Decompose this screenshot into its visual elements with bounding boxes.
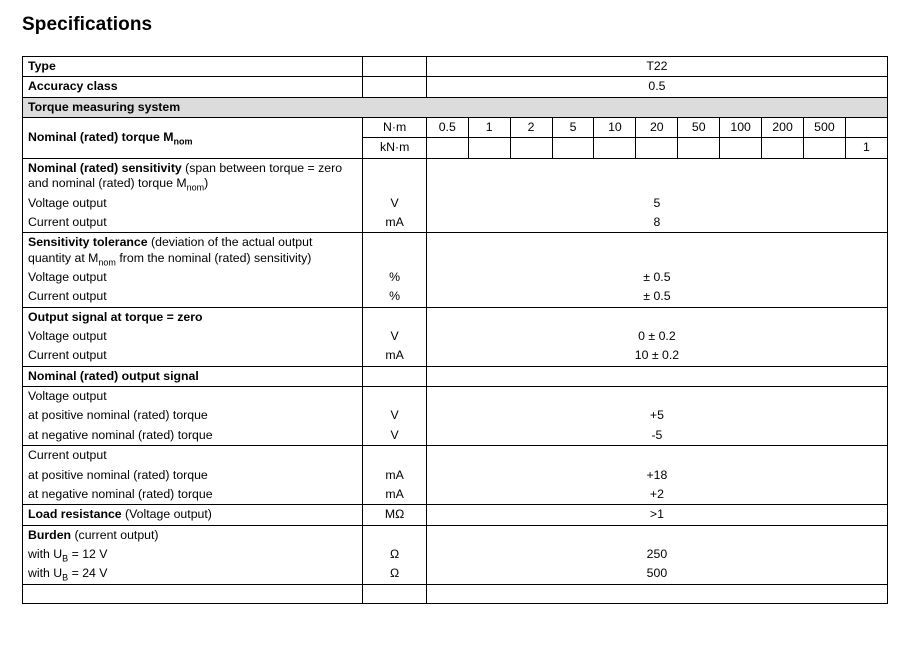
torque-value-cell: 500 <box>803 118 845 138</box>
row-unit-empty <box>363 366 426 386</box>
row-unit-v: V <box>363 327 426 346</box>
table-section-header <box>23 97 888 117</box>
row-label-text: (Voltage output) <box>121 507 212 522</box>
row-value-type: T22 <box>426 57 887 77</box>
row-label-voltage-output: Voltage output <box>23 268 363 287</box>
specifications-table-wrapper <box>22 56 888 604</box>
row-unit-empty <box>363 307 426 327</box>
row-unit-ma: mA <box>363 466 426 485</box>
row-value-empty <box>426 366 887 386</box>
row-unit-percent: % <box>363 268 426 287</box>
clipped-cell <box>363 584 426 603</box>
row-unit-mohm: MΩ <box>363 505 426 525</box>
row-label-text: (current output) <box>71 527 159 542</box>
torque-value-cell: 20 <box>636 118 678 138</box>
row-value-positive-current: +18 <box>426 466 887 485</box>
table-row <box>23 327 888 346</box>
row-label-nominal-rated-sensitivity <box>23 158 363 193</box>
row-label-text: (span between torque = zero and nominal (rated) torque M <box>28 160 343 191</box>
row-value-negative-voltage: -5 <box>426 426 887 446</box>
knm-value-cell <box>636 138 678 158</box>
row-value-voltage-sensitivity: 5 <box>426 194 887 213</box>
row-label-bold-text: Load resistance <box>28 507 122 522</box>
knm-value-cell: 1 <box>845 138 887 158</box>
row-label-bold-text: Nominal (rated) sensitivity <box>28 160 182 175</box>
row-value-burden-24v: 500 <box>426 564 887 584</box>
table-row <box>23 57 888 77</box>
row-unit-ohm: Ω <box>363 564 426 584</box>
table-row <box>23 406 888 425</box>
row-unit-ma: mA <box>363 213 426 233</box>
document-page <box>0 14 902 646</box>
row-label-tail: ) <box>204 176 209 191</box>
row-value-empty <box>426 158 887 193</box>
row-value-positive-voltage: +5 <box>426 406 887 425</box>
row-unit-v: V <box>363 194 426 213</box>
clipped-cell <box>426 584 887 603</box>
row-label-burden-24v <box>23 564 363 584</box>
table-row <box>23 466 888 485</box>
row-value-empty <box>426 446 887 466</box>
table-row-clipped <box>23 584 888 603</box>
row-label-current-output: Current output <box>23 446 363 466</box>
torque-value-cell: 100 <box>720 118 762 138</box>
row-value-load-resistance: >1 <box>426 505 887 525</box>
table-row <box>23 233 888 268</box>
row-label-text: (deviation of the actual output quantity at M <box>28 235 313 265</box>
table-row <box>23 387 888 407</box>
table-row <box>23 366 888 386</box>
row-label-text: with U <box>28 546 63 561</box>
table-row <box>23 118 888 138</box>
table-row <box>23 194 888 213</box>
knm-value-cell <box>803 138 845 158</box>
row-value-negative-current: +2 <box>426 485 887 505</box>
row-label-current-output: Current output <box>23 346 363 366</box>
row-label-text: with U <box>28 566 63 581</box>
row-unit-percent: % <box>363 287 426 307</box>
row-value-voltage-tolerance: ± 0.5 <box>426 268 887 287</box>
row-value-voltage-zero: 0 ± 0.2 <box>426 327 887 346</box>
row-value-current-sensitivity: 8 <box>426 213 887 233</box>
table-row <box>23 346 888 366</box>
table-row <box>23 545 888 564</box>
row-label-subscript: nom <box>186 182 205 193</box>
row-label-at-positive-nominal-torque: at positive nominal (rated) torque <box>23 466 363 485</box>
knm-value-cell <box>762 138 804 158</box>
row-label-bold-text: Burden <box>28 527 72 542</box>
row-unit-nm: N·m <box>363 118 426 138</box>
torque-value-cell <box>845 118 887 138</box>
row-label-subscript: B <box>62 553 69 564</box>
table-row <box>23 77 888 97</box>
row-unit-empty <box>363 525 426 545</box>
row-label-tail: = 12 V <box>68 546 108 561</box>
knm-value-cell <box>594 138 636 158</box>
table-row <box>23 268 888 287</box>
row-label-voltage-output: Voltage output <box>23 194 363 213</box>
row-value-current-zero: 10 ± 0.2 <box>426 346 887 366</box>
row-label-voltage-output: Voltage output <box>23 387 363 407</box>
table-row <box>23 158 888 193</box>
specifications-table <box>22 56 888 604</box>
row-unit-empty <box>363 387 426 407</box>
row-label-subscript: B <box>62 572 69 583</box>
torque-value-cell: 0.5 <box>426 118 468 138</box>
row-value-burden-12v: 250 <box>426 545 887 564</box>
row-value-current-tolerance: ± 0.5 <box>426 287 887 307</box>
row-label-subscript: nom <box>173 136 193 147</box>
row-value-empty <box>426 307 887 327</box>
knm-value-cell <box>468 138 510 158</box>
torque-value-cell: 50 <box>678 118 720 138</box>
row-unit-ohm: Ω <box>363 545 426 564</box>
row-unit-type <box>363 57 426 77</box>
table-row <box>23 287 888 307</box>
row-label-current-output: Current output <box>23 287 363 307</box>
table-row <box>23 485 888 505</box>
table-row <box>23 446 888 466</box>
row-label-at-negative-nominal-torque: at negative nominal (rated) torque <box>23 426 363 446</box>
row-unit-empty <box>363 158 426 193</box>
row-label-text: Nominal (rated) torque M <box>28 130 174 145</box>
row-label-bold-text: Sensitivity tolerance <box>28 235 148 250</box>
torque-value-cell: 10 <box>594 118 636 138</box>
torque-value-cell: 2 <box>510 118 552 138</box>
torque-value-cell: 5 <box>552 118 594 138</box>
row-unit-empty <box>363 233 426 268</box>
row-label-at-negative-nominal-torque: at negative nominal (rated) torque <box>23 485 363 505</box>
row-label-burden-12v <box>23 545 363 564</box>
knm-value-cell <box>510 138 552 158</box>
table-row <box>23 307 888 327</box>
row-value-accuracy-class: 0.5 <box>426 77 887 97</box>
row-label-voltage-output: Voltage output <box>23 327 363 346</box>
row-label-burden <box>23 525 363 545</box>
row-label-sensitivity-tolerance <box>23 233 363 268</box>
knm-value-cell <box>720 138 762 158</box>
row-unit-knm: kN·m <box>363 138 426 158</box>
table-row <box>23 525 888 545</box>
table-row <box>23 505 888 525</box>
knm-value-cell <box>552 138 594 158</box>
row-unit-accuracy-class <box>363 77 426 97</box>
table-row <box>23 564 888 584</box>
row-label-load-resistance <box>23 505 363 525</box>
section-label-torque-measuring-system: Torque measuring system <box>23 97 888 117</box>
row-unit-v: V <box>363 426 426 446</box>
row-label-current-output: Current output <box>23 213 363 233</box>
clipped-cell <box>23 584 363 603</box>
row-label-tail: from the nominal (rated) sensitivity) <box>115 250 312 265</box>
knm-value-cell <box>426 138 468 158</box>
row-label-nominal-rated-torque <box>23 118 363 159</box>
page-title: Specifications <box>22 14 153 35</box>
row-unit-empty <box>363 446 426 466</box>
row-label-at-positive-nominal-torque: at positive nominal (rated) torque <box>23 406 363 425</box>
row-label-output-signal-at-zero: Output signal at torque = zero <box>23 307 363 327</box>
row-value-empty <box>426 387 887 407</box>
row-label-tail: = 24 V <box>68 566 108 581</box>
table-row <box>23 426 888 446</box>
row-unit-v: V <box>363 406 426 425</box>
knm-value-cell <box>678 138 720 158</box>
row-label-subscript: nom <box>98 257 116 268</box>
row-label-type: Type <box>23 57 363 77</box>
row-label-accuracy-class: Accuracy class <box>23 77 363 97</box>
row-label-nominal-rated-output-signal: Nominal (rated) output signal <box>23 366 363 386</box>
torque-value-cell: 200 <box>762 118 804 138</box>
row-unit-ma: mA <box>363 485 426 505</box>
row-value-empty <box>426 233 887 268</box>
row-unit-ma: mA <box>363 346 426 366</box>
table-row <box>23 213 888 233</box>
torque-value-cell: 1 <box>468 118 510 138</box>
row-value-empty <box>426 525 887 545</box>
